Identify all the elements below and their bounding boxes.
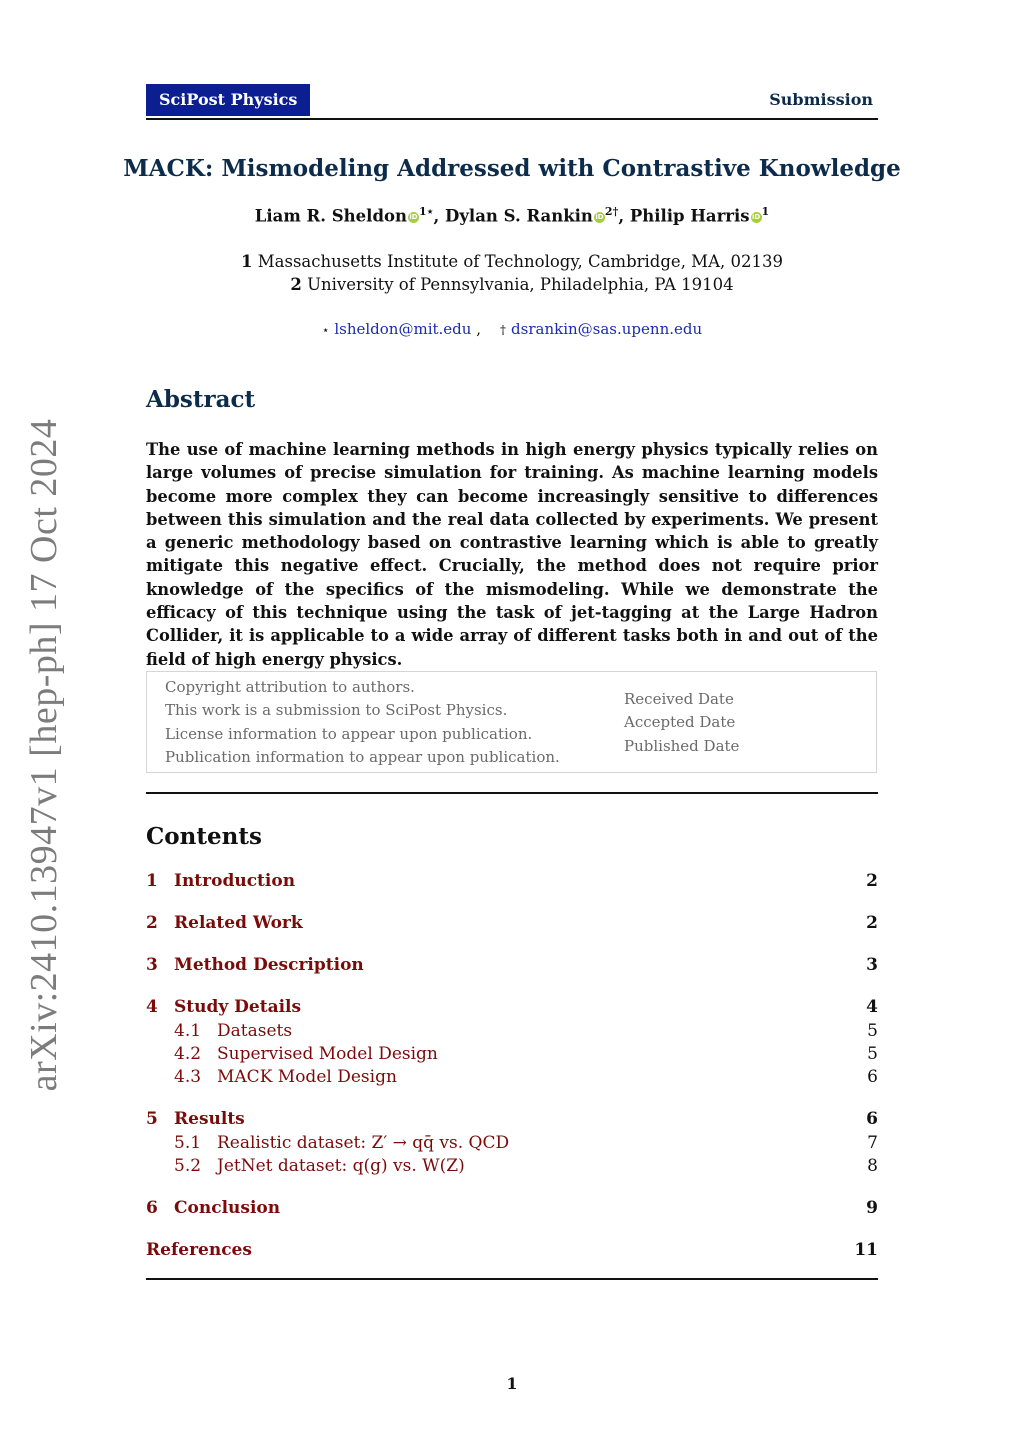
star-symbol: ⋆ (321, 323, 330, 337)
toc-entry[interactable] (146, 953, 878, 977)
toc-entry[interactable] (146, 995, 878, 1019)
orcid-icon[interactable]: iD (409, 212, 418, 221)
toc-title[interactable]: References (146, 1240, 252, 1260)
toc-title[interactable]: Supervised Model Design (217, 1044, 438, 1064)
toc-number: 3 (146, 955, 158, 975)
author-name: Liam R. Sheldon (254, 206, 407, 226)
toc-entry[interactable] (146, 911, 878, 935)
toc-page-number: 9 (866, 1198, 878, 1218)
toc-title[interactable]: MACK Model Design (217, 1067, 397, 1087)
orcid-icon[interactable]: iD (595, 212, 604, 221)
toc-entry[interactable] (146, 869, 878, 893)
affiliations (0, 250, 1024, 296)
toc-number: 4.2 (174, 1044, 202, 1064)
toc-page-number: 6 (867, 1067, 878, 1087)
toc-number: 5.1 (174, 1133, 202, 1153)
toc-entry[interactable] (146, 1196, 878, 1220)
toc-number: 2 (146, 913, 158, 933)
contact-emails: ⋆ lsheldon@mit.edu , † dsrankin@sas.upenn.edu (321, 320, 703, 338)
toc-entry[interactable] (146, 1238, 878, 1262)
toc-page-number: 4 (866, 997, 878, 1017)
toc-entry[interactable] (146, 1131, 878, 1155)
divider (146, 792, 878, 794)
dates-info: Received Date Accepted Date Published Date (624, 690, 740, 755)
orcid-icon[interactable]: iD (751, 212, 761, 221)
toc-page-number: 2 (866, 871, 878, 891)
affiliation: 2 University of Pennsylvania, Philadelphia, PA 19104 (290, 275, 734, 294)
author-list: Liam R. Sheldon $iD^{1⋆}$, Dylan S. Rankin $iD^{2\dagger}$, Philip Harris $iD^1$ (254, 205, 770, 226)
toc-title[interactable]: JetNet dataset: q(g) vs. W(Z) (217, 1156, 465, 1176)
divider (146, 1278, 878, 1280)
toc-title[interactable]: Results (174, 1109, 245, 1129)
toc-page-number: 2 (866, 913, 878, 933)
publication-info-box (146, 671, 877, 773)
toc-title[interactable]: Conclusion (174, 1198, 281, 1218)
contents-heading: Contents (146, 823, 262, 850)
email-link[interactable]: lsheldon@mit.edu (334, 320, 472, 338)
arxiv-watermark: arXiv:2410.13947v1 [hep-ph] 17 Oct 2024 (23, 418, 65, 1092)
author-name: Dylan S. Rankin (445, 206, 593, 226)
toc-page-number: 7 (867, 1133, 878, 1153)
toc-entry[interactable] (146, 1107, 878, 1131)
author-affil-sup: 2† (604, 205, 619, 218)
page-number: 1 (506, 1374, 518, 1393)
toc-page-number: 5 (867, 1021, 878, 1041)
toc-title[interactable]: Related Work (174, 913, 303, 933)
toc-number: 6 (146, 1198, 158, 1218)
paper-title: MACK: Mismodeling Addressed with Contrastive Knowledge (123, 155, 901, 182)
toc-page-number: 5 (867, 1044, 878, 1064)
submission-label: Submission (769, 90, 873, 109)
toc-title[interactable]: Realistic dataset: Z′ → qq̄ vs. QCD (217, 1133, 510, 1153)
author-affil-sup: 1 (761, 205, 770, 218)
dagger-symbol: † (500, 323, 507, 337)
email-link[interactable]: dsrankin@sas.upenn.edu (511, 320, 703, 338)
author-affil-sup: 1⋆ (418, 205, 434, 218)
journal-badge[interactable]: SciPost Physics (146, 84, 310, 116)
toc-number: 4.1 (174, 1021, 202, 1041)
toc-page-number: 11 (854, 1240, 878, 1260)
toc-page-number: 3 (866, 955, 878, 975)
license-info: Copyright attribution to authors. This work is a submission to SciPost Physics. License information to appear upon publication. Publication information to appear upon publication. (165, 678, 560, 766)
toc-entry[interactable] (146, 1019, 878, 1043)
affiliation: 1 Massachusetts Institute of Technology, Cambridge, MA, 02139 (241, 252, 783, 271)
toc-title[interactable]: Method Description (174, 955, 364, 975)
page-header (146, 84, 878, 120)
toc-entry[interactable] (146, 1065, 878, 1089)
abstract-heading: Abstract (146, 386, 256, 413)
toc-number: 4 (146, 997, 158, 1017)
toc-number: 4.3 (174, 1067, 202, 1087)
toc-page-number: 6 (866, 1109, 878, 1129)
toc-page-number: 8 (867, 1156, 878, 1176)
toc-title[interactable]: Study Details (174, 997, 302, 1017)
toc-title[interactable]: Datasets (217, 1021, 293, 1041)
toc-number: 5 (146, 1109, 158, 1129)
toc-entry[interactable] (146, 1042, 878, 1066)
toc-number: 1 (146, 871, 158, 891)
author-name: Philip Harris (629, 206, 750, 226)
abstract-text: The use of machine learning methods in high energy physics typically relies on large volumes of precise simulation for training. As machine learning models become more complex they can become increasingly sensitive to differences between this simulation and the real data collected by experiments. We present a generic methodology based on contrastive learning which is able to greatly mitigate this negative effect. Crucially, the method does not require prior knowledge of the specifics of the mismodeling. While we demonstrate the efficacy of this technique using the task of jet-tagging at the Large Hadron Collider, it is applicable to a wide array of different tasks both in and out of the field of high energy physics. (146, 440, 878, 669)
toc-number: 5.2 (174, 1156, 202, 1176)
toc-title[interactable]: Introduction (174, 871, 296, 891)
toc-entry[interactable] (146, 1154, 878, 1178)
